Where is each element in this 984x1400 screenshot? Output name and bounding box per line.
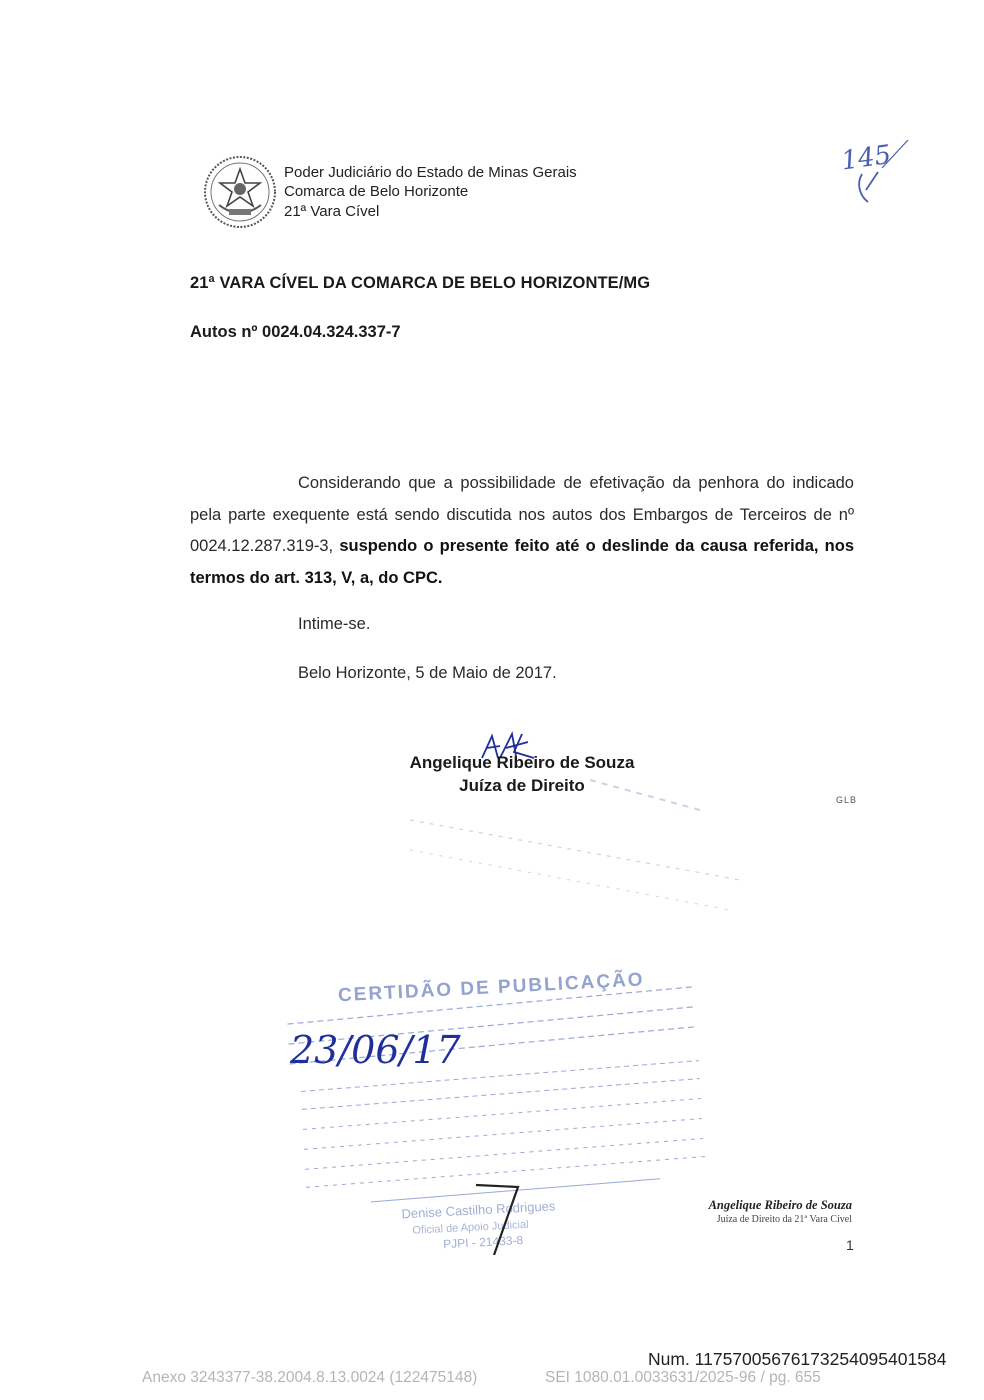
stamp-signer: Denise Castilho Rodrigues: [401, 1198, 556, 1222]
folio-number-handwritten: [838, 132, 918, 208]
page-number: 1: [846, 1237, 854, 1253]
secondary-signature-title: Juíza de Direito da 21ª Vara Cível: [716, 1214, 852, 1225]
header-district: Comarca de Belo Horizonte: [284, 183, 469, 200]
document-id-number: Num. 11757005676173254095401584: [648, 1349, 947, 1369]
intime-line: Intime-se.: [298, 615, 371, 633]
header-court: 21ª Vara Cível: [284, 203, 380, 220]
decision-text-plain: Considerando que a possibilidade de efetivação da penhora do indicado pela parte exequente está sendo discutida nos autos dos Embargos de Terceiros de nº 0024.12.287.319-3,: [190, 474, 854, 555]
court-title: 21ª VARA CÍVEL DA COMARCA DE BELO HORIZONTE/MG: [190, 274, 651, 292]
decision-paragraph: [190, 468, 854, 594]
stamp-registration: PJPI - 21433-8: [442, 1233, 524, 1252]
footer-sei-reference: SEI 1080.01.0033631/2025-96 / pg. 655: [545, 1369, 821, 1386]
footer-annex: Anexo 3243377-38.2004.8.13.0024 (122475148): [142, 1369, 478, 1386]
stamp-handwritten-date: 23/06/17: [290, 1028, 461, 1072]
folio-number-text: 145: [839, 139, 893, 177]
typist-initials: GLB: [836, 795, 858, 805]
secondary-signature-name: Angelique Ribeiro de Souza: [708, 1198, 852, 1212]
header-judiciary: Poder Judiciário do Estado de Minas Gerais: [284, 164, 577, 181]
date-line: Belo Horizonte, 5 de Maio de 2017.: [298, 664, 557, 682]
coat-of-arms-seal-icon: [203, 155, 277, 229]
stamp-signer-role: Oficial de Apoio Judicial: [412, 1218, 529, 1237]
judge-name: Angelique Ribeiro de Souza: [409, 753, 635, 772]
judge-title: Juíza de Direito: [459, 776, 585, 795]
case-number: Autos nº 0024.04.324.337-7: [190, 323, 401, 341]
faded-stamp-residue: [400, 770, 770, 910]
stamp-title: CERTIDÃO DE PUBLICAÇÃO: [337, 969, 646, 1007]
decision-text-bold: suspendo o presente feito até o deslinde da causa referida, nos termos do art. 313, V, a, do CPC.: [190, 537, 854, 587]
